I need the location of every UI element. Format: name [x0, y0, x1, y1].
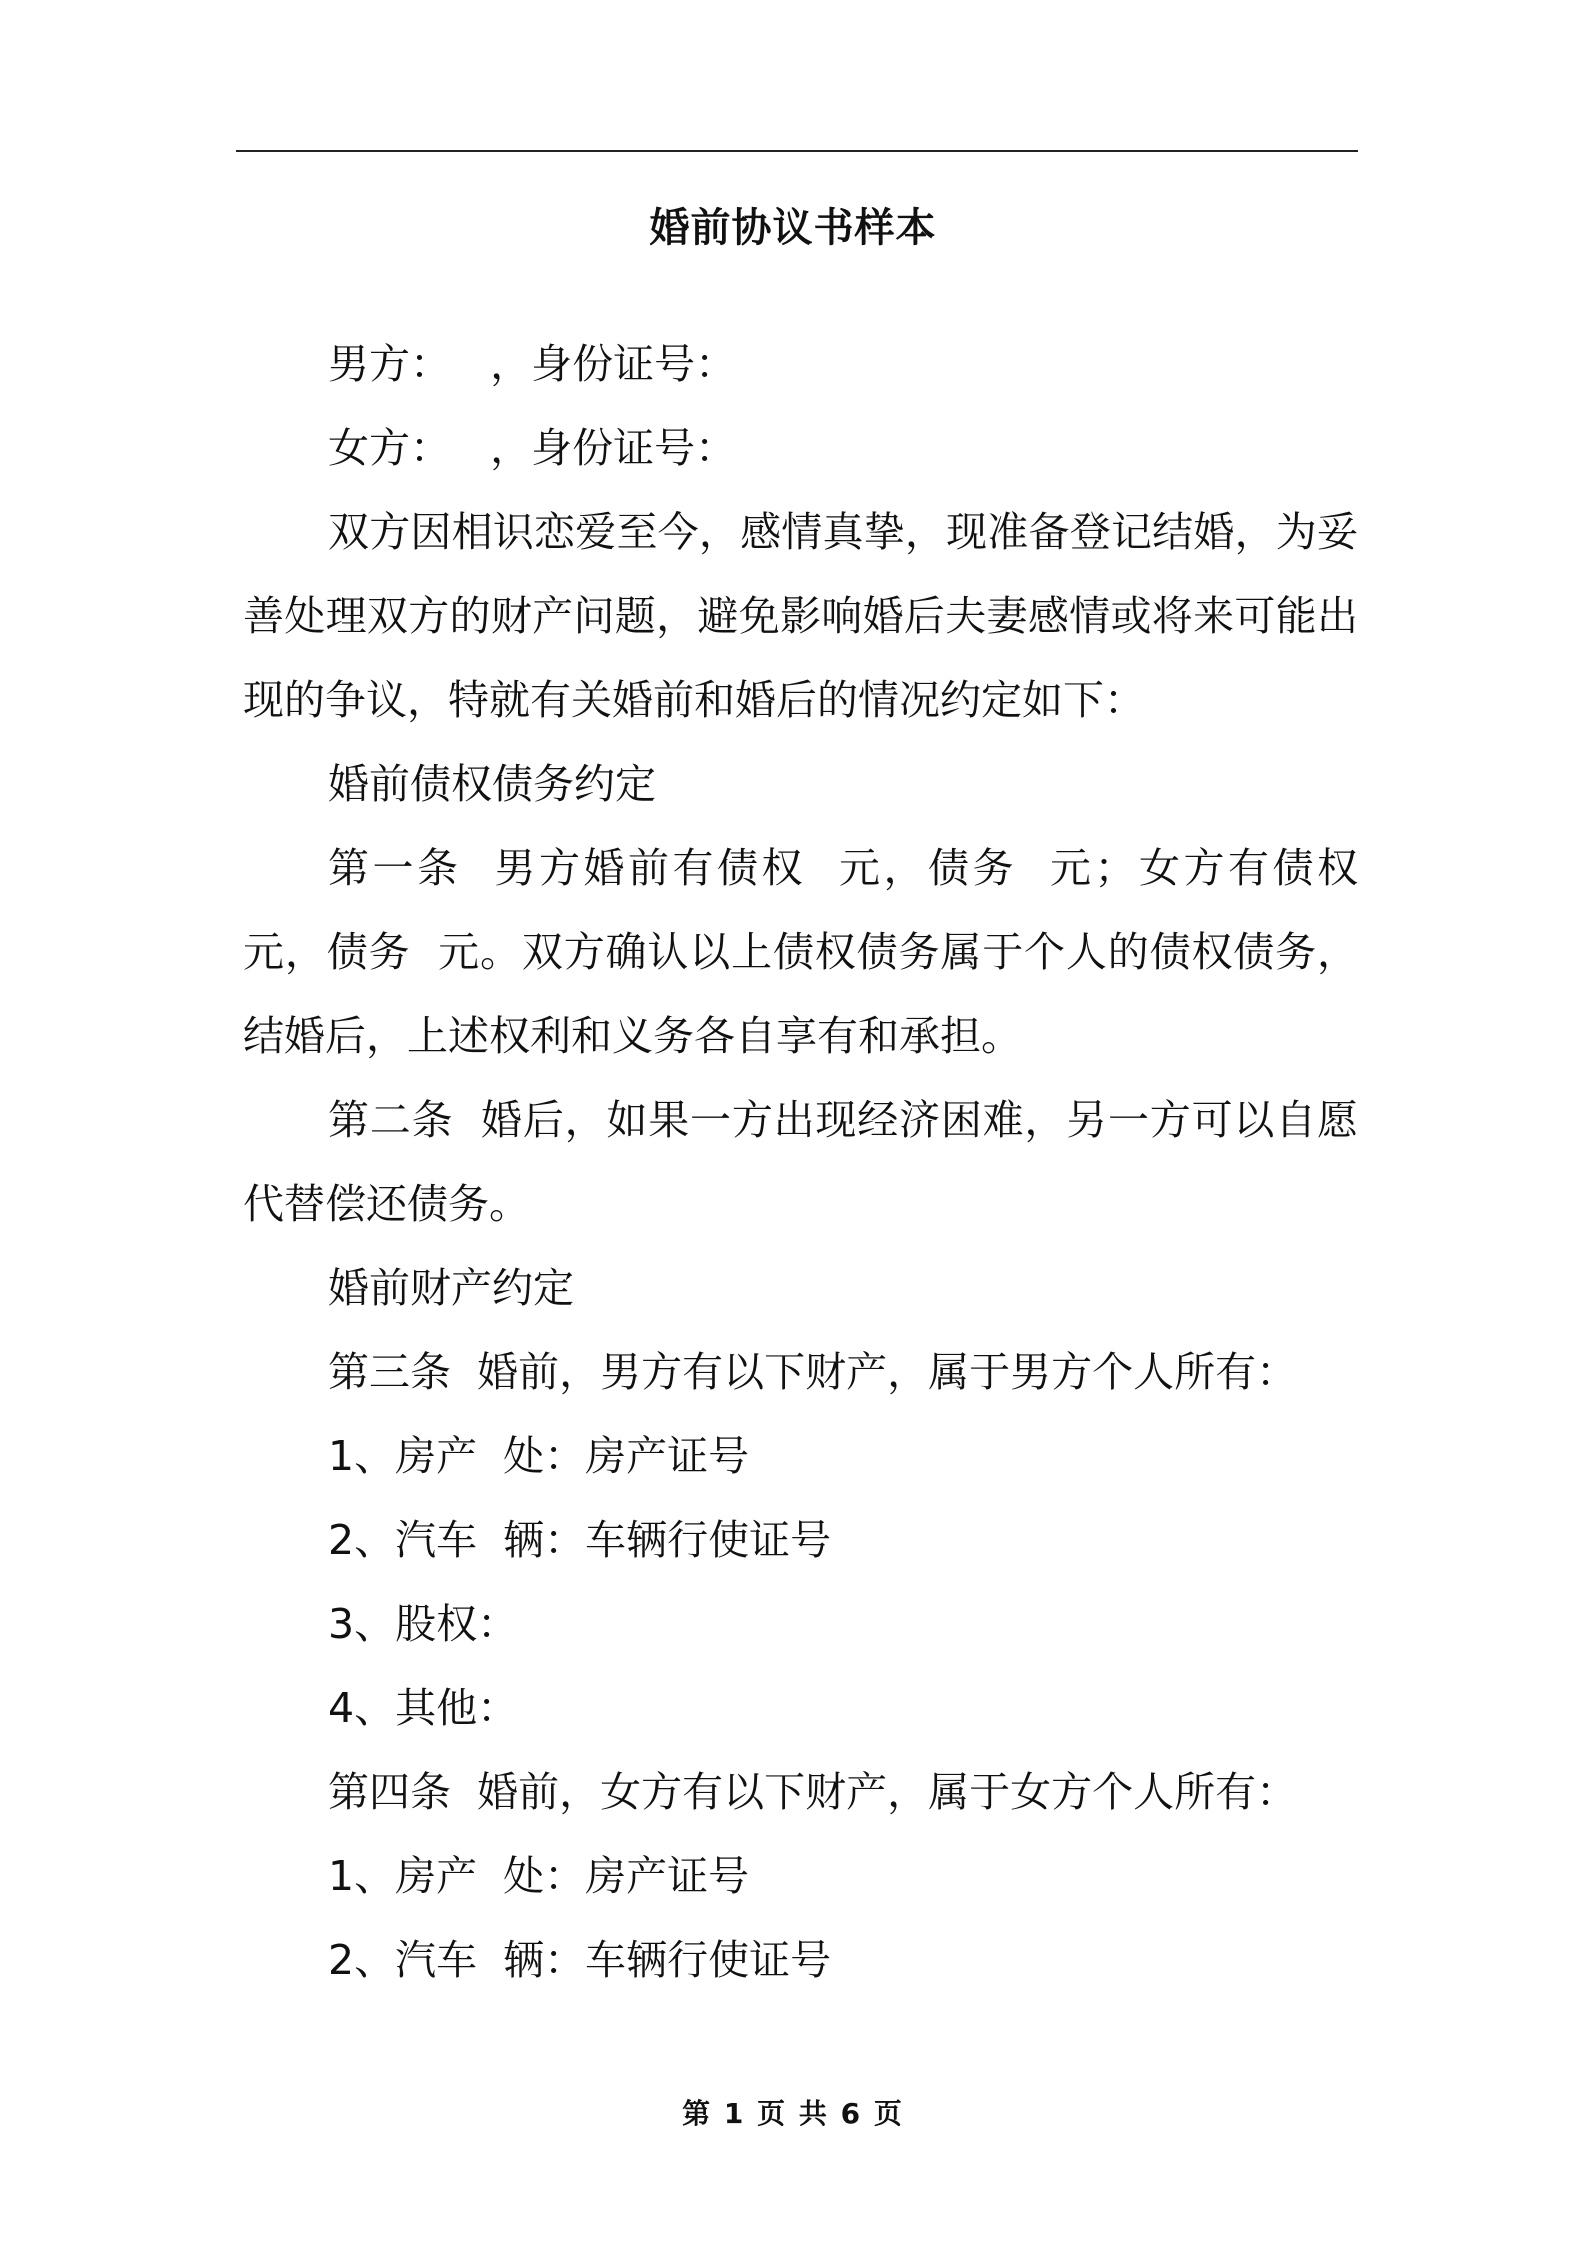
- party-female-line: 女方： ，身份证号：: [328, 424, 737, 472]
- article-4-item-2: 2、汽车 辆：车辆行使证号: [328, 1936, 832, 1984]
- preamble-paragraph: 双方因相识恋爱至今，感情真挚，现准备登记结婚，为妥善处理双方的财产问题，避免影响婚后夫妻感情或将来可能出现的争议，特就有关婚前和婚后的情况约定如下：: [243, 508, 1358, 724]
- article-3-item-1: 1、房产 处：房产证号: [328, 1432, 750, 1480]
- party-male-line: 男方： ，身份证号：: [328, 340, 737, 388]
- section-heading-property: 婚前财产约定: [328, 1264, 574, 1312]
- document-title: 婚前协议书样本: [649, 205, 937, 251]
- article-3-item-3: 3、股权：: [328, 1600, 519, 1648]
- article-3: 第三条 婚前，男方有以下财产，属于男方个人所有：: [328, 1348, 1298, 1396]
- article-2: 第二条 婚后，如果一方出现经济困难，另一方可以自愿代替偿还债务。: [243, 1096, 1358, 1228]
- article-4: 第四条 婚前，女方有以下财产，属于女方个人所有：: [328, 1768, 1298, 1816]
- page-footer: 第 1 页 共 6 页: [682, 2097, 904, 2130]
- article-3-item-4: 4、其他：: [328, 1684, 519, 1732]
- article-4-item-1: 1、房产 处：房产证号: [328, 1852, 750, 1900]
- article-1: 第一条 男方婚前有债权 元，债务 元；女方有债权 元，债务 元。双方确认以上债权债务属于个人的债权债务，结婚后，上述权利和义务各自享有和承担。: [243, 844, 1385, 1060]
- header-rule: [236, 150, 1358, 152]
- article-3-item-2: 2、汽车 辆：车辆行使证号: [328, 1516, 832, 1564]
- document-body: [243, 322, 1385, 2002]
- section-heading-debts: 婚前债权债务约定: [328, 760, 656, 808]
